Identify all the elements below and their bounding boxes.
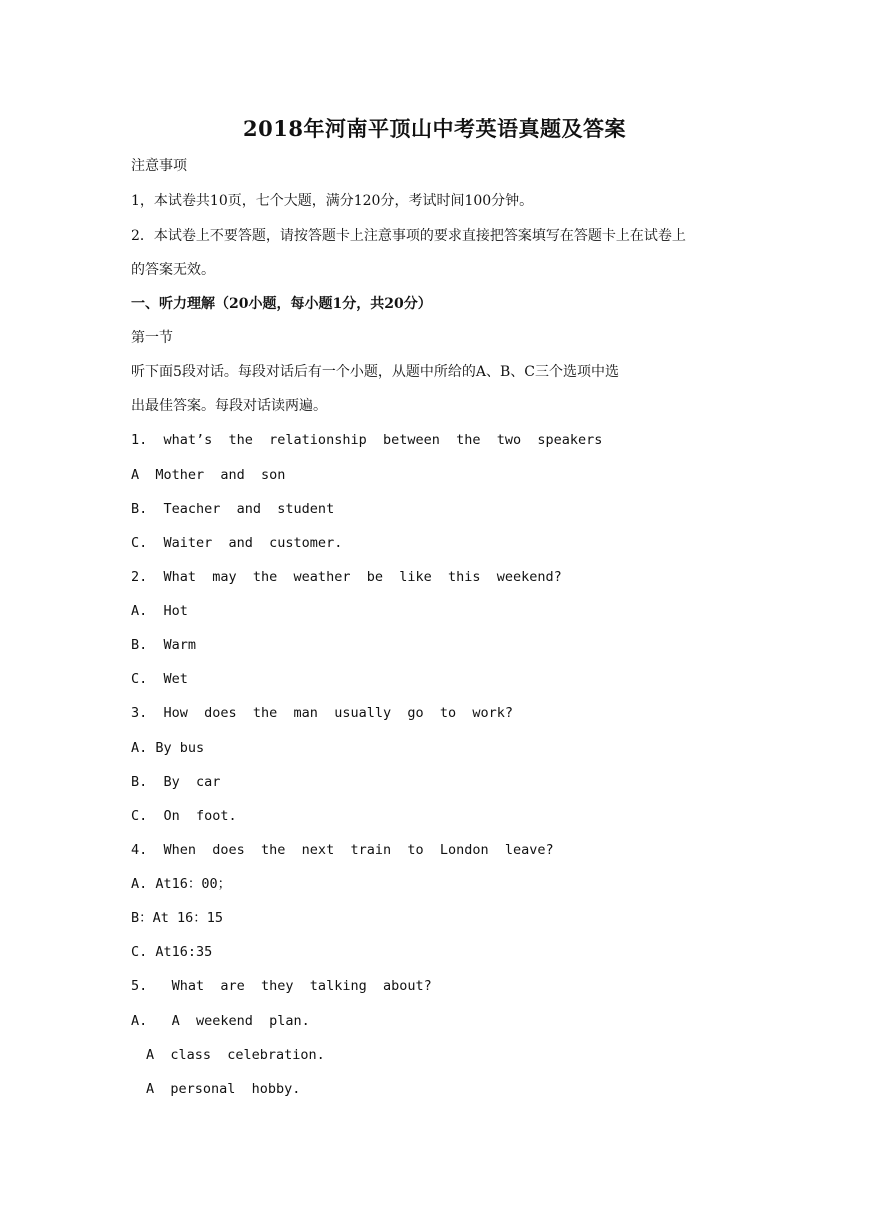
notice-item-2-continued: 的答案无效。: [131, 262, 215, 278]
instructions-line-2: 出最佳答案。每段对话读两遍。: [131, 398, 327, 414]
instructions-line-1: 听下面5段对话。每段对话后有一个小题，从题中所给的A、B、C三个选项中选: [131, 364, 620, 380]
question-option: A. A weekend plan.: [131, 1013, 310, 1029]
question-option: C. Wet: [131, 671, 188, 687]
question-option: A. At16：00；: [131, 876, 232, 892]
section-heading: 一、听力理解（20小题，每小题1分，共20分）: [131, 296, 432, 312]
question-option: B. By car: [131, 774, 221, 790]
question-option: A class celebration.: [146, 1047, 325, 1063]
question-option: B. Warm: [131, 637, 197, 653]
question-option: C. Waiter and customer.: [131, 535, 343, 551]
question-stem: 5. What are they talking about?: [131, 978, 432, 994]
question-option: C. At16:35: [131, 944, 213, 960]
question-option: A. Hot: [131, 603, 188, 619]
question-stem: 4. When does the next train to London leave?: [131, 842, 554, 858]
notice-item-2: 2．本试卷上不要答题，请按答题卡上注意事项的要求直接把答案填写在答题卡上在试卷上: [131, 228, 686, 244]
question-option: A personal hobby.: [146, 1081, 301, 1097]
question-stem: 3. How does the man usually go to work?: [131, 705, 514, 721]
question-option: A. By bus: [131, 740, 205, 756]
document-title: 2018年河南平顶山中考英语真题及答案: [243, 116, 626, 141]
question-stem: 1. what’s the relationship between the two speakers: [131, 432, 603, 448]
question-option: A Mother and son: [131, 467, 286, 483]
question-option: C. On foot.: [131, 808, 237, 824]
question-option: B. Teacher and student: [131, 501, 335, 517]
question-stem: 2. What may the weather be like this weekend?: [131, 569, 562, 585]
notice-item-1: 1，本试卷共10页，七个大题，满分120分，考试时间100分钟。: [131, 193, 534, 209]
question-option: B：At 16：15: [131, 910, 224, 926]
subsection-heading: 第一节: [131, 330, 173, 346]
notice-heading: 注意事项: [131, 158, 187, 174]
